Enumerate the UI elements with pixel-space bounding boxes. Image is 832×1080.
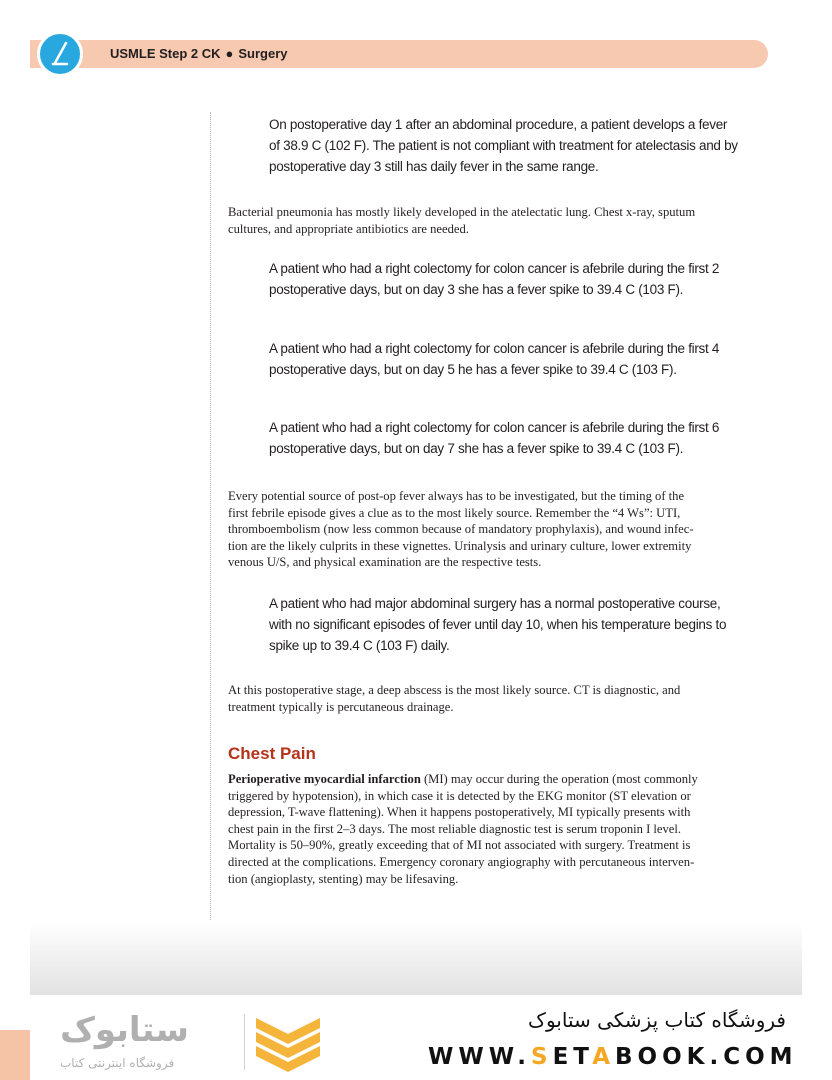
vignette-3 <box>269 338 719 380</box>
chapter-logo-icon <box>37 31 83 77</box>
vignette-line: spike up to 39.4 C (103 F) daily. <box>269 638 450 653</box>
paragraph-line: tion are the likely culprits in these vignettes. Urinalysis and urinary culture, lower extremity <box>228 538 692 553</box>
paragraph-line: first febrile episode gives a clue as to the most likely source. Remember the “4 Ws”: UTI, <box>228 505 681 520</box>
vignette-4 <box>269 417 719 459</box>
section-name: Surgery <box>238 46 288 61</box>
header-separator: ● <box>225 46 234 61</box>
running-header <box>110 46 288 61</box>
paragraph-line: At this postoperative stage, a deep abscess is the most likely source. CT is diagnostic, and <box>228 683 681 697</box>
brand-wordmark: ستابوک <box>60 1010 189 1050</box>
url-part: E <box>552 1044 574 1070</box>
logo-divider <box>244 1014 245 1070</box>
vignette-line: of 38.9 C (102 F). The patient is not compliant with treatment for atelectasis and by <box>269 138 738 153</box>
paragraph-line: chest pain in the first 2–3 days. The most reliable diagnostic test is serum troponin I level. <box>228 821 682 836</box>
chevron-logo-icon <box>252 1014 324 1077</box>
paragraph-line: depression, T-wave flattening). When it happens postoperatively, MI typically presents with <box>228 805 691 820</box>
margin-rule <box>210 112 211 992</box>
vignette-line: postoperative days, but on day 3 she has a fever spike to 39.4 C (103 F). <box>269 282 684 297</box>
paragraph-line <box>228 771 748 788</box>
side-tab <box>0 1030 30 1080</box>
section-title-chest-pain: Chest Pain <box>228 744 316 763</box>
url-part: T <box>573 1044 593 1070</box>
brand-tagline: فروشگاه اینترنتی کتاب <box>60 1056 175 1070</box>
paragraph-line: Every potential source of post-op fever always has to be investigated, but the timing of the <box>228 489 685 503</box>
vignette-line: A patient who had a right colectomy for colon cancer is afebrile during the first 2 <box>269 261 720 276</box>
vignette-line: A patient who had major abdominal surgery has a normal postoperative course, <box>269 596 721 611</box>
vignette-line: postoperative days, but on day 5 he has a fever spike to 39.4 C (103 F). <box>269 362 677 377</box>
url-accent-letter: A <box>592 1044 615 1070</box>
paragraph-line: Mortality is 50–90%, greatly exceeding that of MI not associated with surgery. Treatment is <box>228 838 691 853</box>
paragraph-line: venous U/S, and physical examination are the respective tests. <box>228 555 542 570</box>
paragraph-line: cultures, and appropriate antibiotics are needed. <box>228 221 469 236</box>
vignette-line: A patient who had a right colectomy for colon cancer is afebrile during the first 4 <box>269 341 720 356</box>
paragraph-line: tion (angioplasty, stenting) may be lifesaving. <box>228 871 459 886</box>
paragraph-line: Bacterial pneumonia has mostly likely developed in the atelectatic lung. Chest x-ray, sputum <box>228 205 696 219</box>
page-bottom-shadow <box>30 920 802 995</box>
vignette-2 <box>269 258 719 300</box>
footer-store-title: فروشگاه کتاب پزشکی ستابوک <box>528 1008 786 1032</box>
vignette-line: with no significant episodes of fever until day 10, when his temperature begins to <box>269 617 727 632</box>
vignette-1 <box>269 114 738 177</box>
setabook-brand-logo <box>60 1010 240 1072</box>
paragraph-line: triggered by hypotension), in which case it is detected by the EKG monitor (ST elevation or <box>228 788 691 803</box>
paragraph-pneumonia <box>228 204 748 237</box>
paragraph-mi <box>228 771 748 887</box>
url-part: BOOK.COM <box>615 1044 798 1070</box>
paragraph-line: thromboembolism (now less common because of mandatory prophylaxis), and wound infec- <box>228 522 694 537</box>
url-part: WWW. <box>428 1044 531 1070</box>
term-perioperative-mi: Perioperative myocardial infarction <box>228 772 421 786</box>
paragraph-line: treatment typically is percutaneous drainage. <box>228 699 454 714</box>
footer-url[interactable] <box>428 1044 798 1070</box>
vignette-line: postoperative day 3 still has daily fever in the same range. <box>269 159 599 174</box>
paragraph-line: directed at the complications. Emergency coronary angiography with percutaneous interven- <box>228 854 695 869</box>
paragraph-4ws <box>228 488 748 571</box>
vignette-line: On postoperative day 1 after an abdominal procedure, a patient develops a fever <box>269 117 728 132</box>
lead-rest: (MI) may occur during the operation (most commonly <box>420 772 698 786</box>
book-title: USMLE Step 2 CK <box>110 46 221 61</box>
vignette-line: A patient who had a right colectomy for colon cancer is afebrile during the first 6 <box>269 420 720 435</box>
url-accent-letter: S <box>530 1044 553 1070</box>
vignette-5 <box>269 593 726 656</box>
paragraph-abscess <box>228 682 748 715</box>
vignette-line: postoperative days, but on day 7 she has a fever spike to 39.4 C (103 F). <box>269 441 684 456</box>
